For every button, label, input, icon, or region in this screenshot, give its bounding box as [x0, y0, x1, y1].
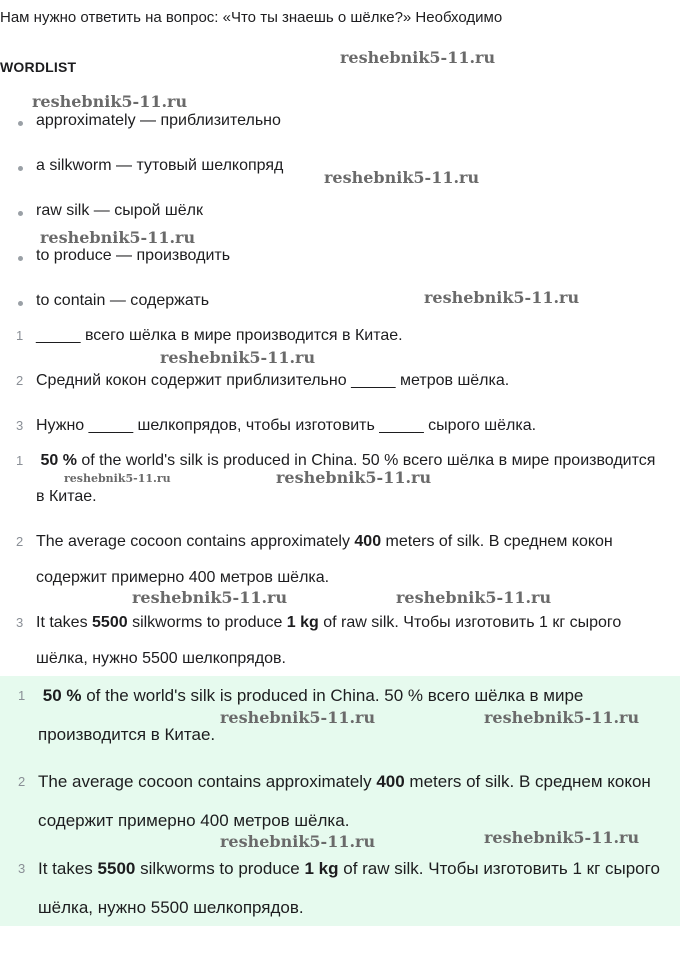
watermark: reshebnik5-11.ru [64, 472, 171, 485]
bullet-icon [18, 166, 23, 171]
watermark: reshebnik5-11.ru [396, 588, 552, 607]
watermark: reshebnik5-11.ru [484, 828, 640, 847]
intro-text: Нам нужно ответить на вопрос: «Что ты знаешь о шёлке?» Необходимо [0, 9, 503, 26]
highlighted-answers-panel: 1 50 % of the world's silk is produced in China. 50 % всего шёлка в мире производится в Китае. 2 The average cocoon contains approximately 400 meters of silk. В среднем кокон содержит примерно 400 метров шёлка. 3 It takes 5500 silkworms to produce 1 kg of raw silk. Чтобы изготовить 1 кг сырого шёлка, нужно 5500 шелкопрядов. [0, 676, 680, 926]
bullet-icon [18, 256, 23, 261]
bullet-icon [18, 301, 23, 306]
watermark: reshebnik5-11.ru [40, 228, 196, 247]
watermark: reshebnik5-11.ru [424, 288, 580, 307]
bullet-icon [18, 121, 23, 126]
bullet-icon [18, 211, 23, 216]
wordlist-heading: WORDLIST [0, 59, 77, 75]
watermark: reshebnik5-11.ru [340, 48, 496, 67]
watermark: reshebnik5-11.ru [276, 468, 432, 487]
watermark: reshebnik5-11.ru [220, 832, 376, 851]
watermark: reshebnik5-11.ru [132, 588, 288, 607]
watermark: reshebnik5-11.ru [160, 348, 316, 367]
watermark: reshebnik5-11.ru [220, 708, 376, 727]
watermark: reshebnik5-11.ru [484, 708, 640, 727]
watermark: reshebnik5-11.ru [324, 168, 480, 187]
watermark: reshebnik5-11.ru [32, 92, 188, 111]
